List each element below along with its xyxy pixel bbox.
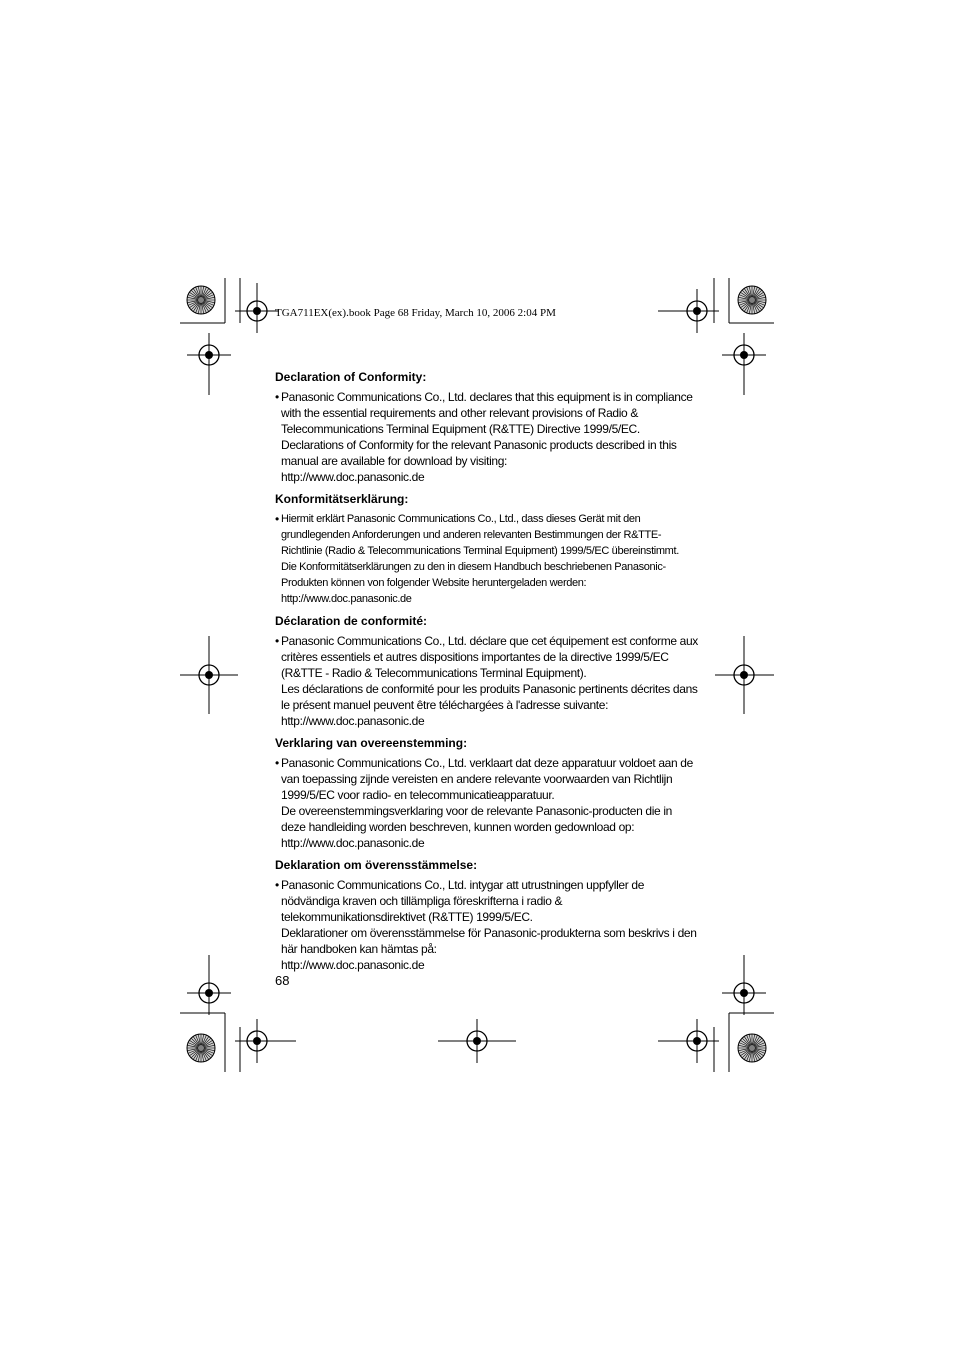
section-heading: Konformitätserklärung: bbox=[275, 492, 409, 506]
text-line: De overeenstemmingsverklaring voor de relevante Panasonic-producten die in bbox=[281, 804, 672, 818]
text-line: • Panasonic Communications Co., Ltd. déclare que cet équipement est conforme aux bbox=[281, 634, 698, 648]
declaration-content bbox=[275, 369, 698, 979]
print-header: TGA711EX(ex).book Page 68 Friday, March 10, 2006 2:04 PM bbox=[275, 307, 556, 319]
text-line: le présent manuel peuvent être téléchargées à l'adresse suivante: bbox=[281, 698, 609, 712]
section-declaration-fr bbox=[275, 613, 698, 729]
text-line: Produkten können von folgender Website heruntergeladen werden: bbox=[281, 577, 587, 589]
section-declaration-nl bbox=[275, 735, 695, 851]
url-text: http://www.doc.panasonic.de bbox=[281, 836, 425, 850]
page-number: 68 bbox=[275, 973, 290, 988]
bullet-paragraph bbox=[275, 633, 698, 729]
text-line: • Panasonic Communications Co., Ltd. declares that this equipment is in compliance bbox=[281, 390, 693, 404]
bullet-paragraph bbox=[275, 755, 695, 851]
text-line: grundlegenden Anforderungen und anderen relevanten Bestimmungen der R&TTE- bbox=[281, 529, 662, 541]
text-line: Declarations of Conformity for the relevant Panasonic products described in this bbox=[281, 438, 677, 452]
text-line: • Panasonic Communications Co., Ltd. verklaart dat deze apparatuur voldoet aan de bbox=[281, 756, 693, 770]
text-line: • Hiermit erklärt Panasonic Communications Co., Ltd., dass dieses Gerät mit den bbox=[281, 513, 641, 525]
section-heading: Verklaring van overeenstemming: bbox=[275, 736, 468, 750]
text-line: telekommunikationsdirektivet (R&TTE) 1999/5/EC. bbox=[281, 910, 533, 924]
text-line: Les déclarations de conformité pour les produits Panasonic pertinents décrites dans bbox=[281, 682, 698, 696]
text-line: Deklarationer om överensstämmelse för Panasonic-produkterna som beskrivs i den bbox=[281, 926, 697, 940]
text-line: deze handleiding worden beschreven, kunnen worden gedownload op: bbox=[281, 820, 635, 834]
url-text: http://www.doc.panasonic.de bbox=[281, 958, 425, 972]
text-line: Telecommunications Terminal Equipment (R&TTE) Directive 1999/5/EC. bbox=[281, 422, 640, 436]
section-declaration-en bbox=[275, 369, 695, 485]
text-line: manual are available for download by visiting: bbox=[281, 454, 508, 468]
text-line: critères essentiels et autres dispositions importantes de la directive 1999/5/EC bbox=[281, 650, 669, 664]
text-line: Richtlinie (Radio & Telecommunications Terminal Equipment) 1999/5/EC übereinstimmt. bbox=[281, 545, 679, 557]
text-line: nödvändiga kraven och tillämpliga föreskrifterna i radio & bbox=[281, 894, 563, 908]
section-declaration-de bbox=[275, 491, 695, 607]
text-line: 1999/5/EC voor radio- en telecommunicatieapparatuur. bbox=[281, 788, 555, 802]
text-line: with the essential requirements and other relevant provisions of Radio & bbox=[281, 406, 639, 420]
bullet-paragraph bbox=[275, 511, 695, 607]
section-heading: Deklaration om överensstämmelse: bbox=[275, 858, 478, 872]
text-line: (R&TTE - Radio & Telecommunications Terminal Equipment). bbox=[281, 666, 587, 680]
bullet-paragraph bbox=[275, 389, 695, 485]
text-line: Die Konformitätserklärungen zu den in diesem Handbuch beschriebenen Panasonic- bbox=[281, 561, 666, 573]
url-text: http://www.doc.panasonic.de bbox=[281, 714, 425, 728]
text-line: • Panasonic Communications Co., Ltd. intygar att utrustningen uppfyller de bbox=[281, 878, 645, 892]
url-text: http://www.doc.panasonic.de bbox=[281, 593, 412, 605]
text-line: här handboken kan hämtas på: bbox=[281, 942, 437, 956]
bullet-paragraph bbox=[275, 877, 695, 973]
text-line: van toepassing zijnde vereisten en andere relevante voorwaarden van Richtlijn bbox=[281, 772, 673, 786]
url-text: http://www.doc.panasonic.de bbox=[281, 470, 425, 484]
section-declaration-sv bbox=[275, 857, 695, 973]
section-heading: Declaration of Conformity: bbox=[275, 370, 427, 384]
section-heading: Déclaration de conformité: bbox=[275, 614, 428, 628]
